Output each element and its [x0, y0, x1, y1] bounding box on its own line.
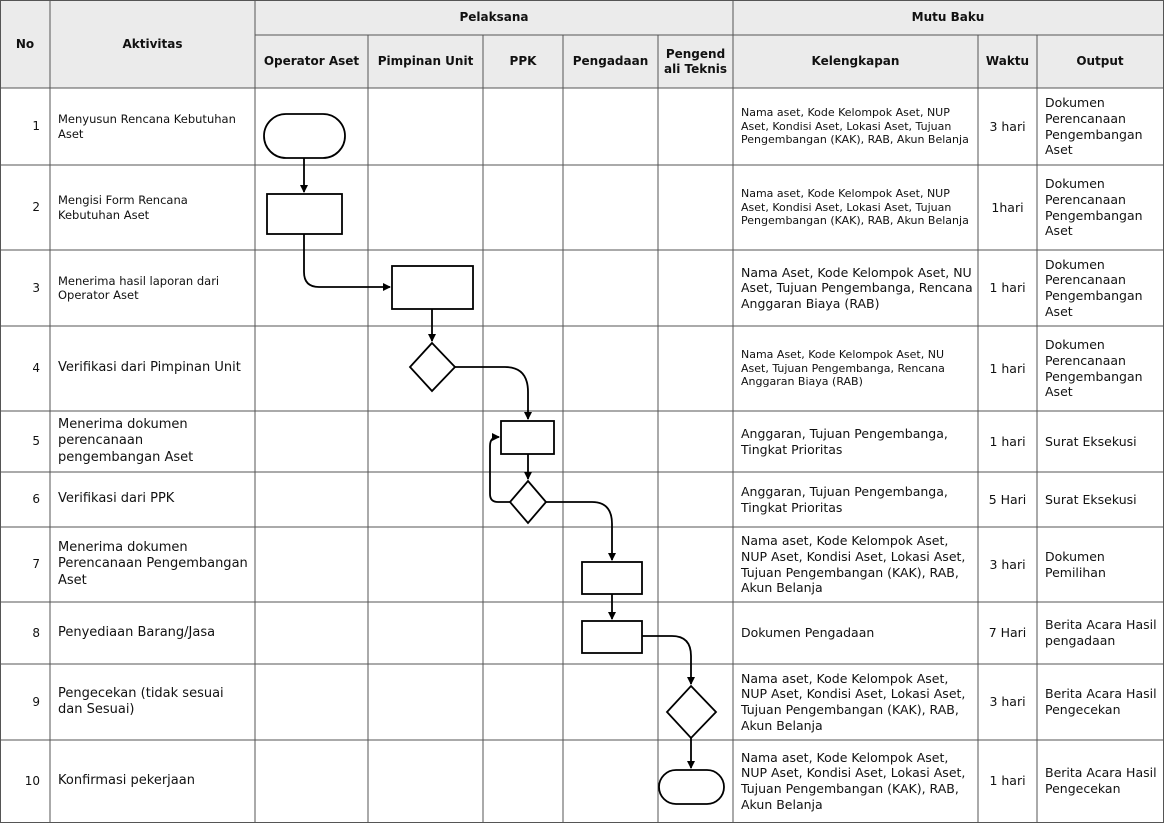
flow-shape-decision-row-6: [510, 481, 546, 523]
row-1-kelengkapan: Nama aset, Kode Kelompok Aset, NUP Aset, Kondisi Aset, Lokasi Aset, Tujuan Pengembangan (KAK), RAB, Akun Belanja: [741, 105, 969, 147]
header-output: Output: [1037, 35, 1163, 88]
row-2-aktivitas: Mengisi Form Rencana Kebutuhan Aset: [58, 193, 188, 222]
row-5-waktu: 1 hari: [989, 433, 1026, 449]
row-3-no: 3: [32, 280, 40, 295]
row-5-aktivitas: Menerima dokumen perencanaan pengembangan Aset: [58, 417, 194, 465]
row-5-kelengkapan: Anggaran, Tujuan Pengembanga, Tingkat Prioritas: [741, 425, 948, 457]
row-8-waktu: 7 Hari: [988, 625, 1027, 641]
row-8-output: Berita Acara Hasil pengadaan: [1045, 617, 1157, 648]
row-8-aktivitas: Penyediaan Barang/Jasa: [58, 624, 216, 640]
header-kelengkapan: Kelengkapan: [733, 35, 978, 88]
row-9-kelengkapan: Nama aset, Kode Kelompok Aset, NUP Aset, Kondisi Aset, Lokasi Aset, Tujuan Pengembangan (KAK), RAB, Akun Belanja: [741, 670, 966, 733]
row-10-no: 10: [24, 773, 40, 788]
header-aktivitas: Aktivitas: [50, 0, 255, 88]
header-actor-pimpinan-unit: Pimpinan Unit: [368, 35, 483, 88]
flow-shape-process-row-5: [501, 421, 554, 454]
header-actor-ppk: PPK: [483, 35, 563, 88]
header-no: No: [0, 0, 50, 88]
row-1-output: Dokumen Perencanaan Pengembangan Aset: [1045, 95, 1143, 158]
row-10-output: Berita Acara Hasil Pengecekan: [1045, 765, 1157, 796]
row-2-no: 2: [32, 200, 40, 214]
row-4-aktivitas: Verifikasi dari Pimpinan Unit: [58, 360, 241, 376]
row-5-output: Surat Eksekusi: [1045, 433, 1137, 449]
row-1-waktu: 3 hari: [989, 118, 1026, 134]
row-7-aktivitas: Menerima dokumen Perencanaan Pengembangan Aset: [58, 540, 248, 588]
row-10-aktivitas: Konfirmasi pekerjaan: [58, 772, 195, 788]
row-8-no: 8: [32, 625, 40, 640]
row-2-output: Dokumen Perencanaan Pengembangan Aset: [1045, 176, 1143, 239]
row-7-output: Dokumen Pemilihan: [1045, 548, 1106, 580]
row-4-kelengkapan: Nama Aset, Kode Kelompok Aset, NU Aset, Tujuan Pengembanga, Rencana Anggaran Biaya (RAB): [741, 347, 945, 389]
row-3-output: Dokumen Perencanaan Pengembangan Aset: [1045, 256, 1143, 319]
row-7-waktu: 3 hari: [989, 556, 1026, 572]
header-actor-pengendali-teknis: Pengend ali Teknis: [658, 35, 733, 88]
flow-shape-process-row-8: [582, 621, 642, 653]
row-4-output: Dokumen Perencanaan Pengembangan Aset: [1045, 337, 1143, 400]
row-6-aktivitas: Verifikasi dari PPK: [58, 491, 175, 507]
header-actor-pengadaan: Pengadaan: [563, 35, 658, 88]
row-8-kelengkapan: Dokumen Pengadaan: [741, 625, 875, 641]
row-5-no: 5: [32, 434, 40, 448]
row-9-aktivitas: Pengecekan (tidak sesuai dan Sesuai): [58, 685, 224, 717]
row-10-waktu: 1 hari: [989, 773, 1026, 789]
row-3-waktu: 1 hari: [989, 280, 1026, 296]
row-2-kelengkapan: Nama aset, Kode Kelompok Aset, NUP Aset, Kondisi Aset, Lokasi Aset, Tujuan Pengembangan (KAK), RAB, Akun Belanja: [741, 186, 969, 228]
row-9-no: 9: [32, 694, 40, 709]
row-6-output: Surat Eksekusi: [1045, 491, 1137, 507]
row-3-aktivitas: Menerima hasil laporan dari Operator Aset: [58, 273, 220, 302]
row-1-no: 1: [32, 119, 40, 133]
flow-arrow-8-to-9: [642, 636, 691, 684]
flow-shape-process-row-7: [582, 562, 642, 594]
header-actor-operator-aset: Operator Aset: [255, 35, 368, 88]
row-1-aktivitas: Menyusun Rencana Kebutuhan Aset: [58, 112, 236, 141]
row-10-kelengkapan: Nama aset, Kode Kelompok Aset, NUP Aset, Kondisi Aset, Lokasi Aset, Tujuan Pengembangan (KAK), RAB, Akun Belanja: [741, 749, 966, 812]
row-7-no: 7: [32, 557, 40, 571]
header-mutu-baku: Mutu Baku: [733, 0, 1163, 35]
row-9-output: Berita Acara Hasil Pengecekan: [1045, 686, 1157, 717]
row-9-waktu: 3 hari: [989, 694, 1026, 710]
flow-shape-decision-row-4: [410, 343, 455, 391]
row-6-waktu: 5 Hari: [988, 491, 1027, 507]
row-7-kelengkapan: Nama aset, Kode Kelompok Aset, NUP Aset, Kondisi Aset, Lokasi Aset, Tujuan Pengembangan (KAK), RAB, Akun Belanja: [741, 533, 966, 596]
row-4-no: 4: [32, 361, 40, 375]
flow-arrow-2-to-3: [304, 234, 390, 287]
flow-shape-decision-row-9: [667, 686, 716, 738]
flow-shape-process-row-3: [392, 266, 473, 309]
row-6-no: 6: [32, 492, 40, 506]
row-2-waktu: 1hari: [991, 199, 1024, 215]
row-4-waktu: 1 hari: [989, 360, 1026, 376]
header-waktu: Waktu: [978, 35, 1037, 88]
flow-arrow-6-to-7: [546, 502, 612, 560]
flow-shape-end-terminator: [659, 770, 724, 804]
row-3-kelengkapan: Nama Aset, Kode Kelompok Aset, NU Aset, Tujuan Pengembanga, Rencana Anggaran Biaya (RAB): [741, 264, 973, 311]
row-6-kelengkapan: Anggaran, Tujuan Pengembanga, Tingkat Prioritas: [741, 483, 948, 515]
header-pelaksana: Pelaksana: [255, 0, 733, 35]
flow-shape-start-terminator: [264, 114, 345, 158]
flow-shape-process-row-2: [267, 194, 342, 234]
